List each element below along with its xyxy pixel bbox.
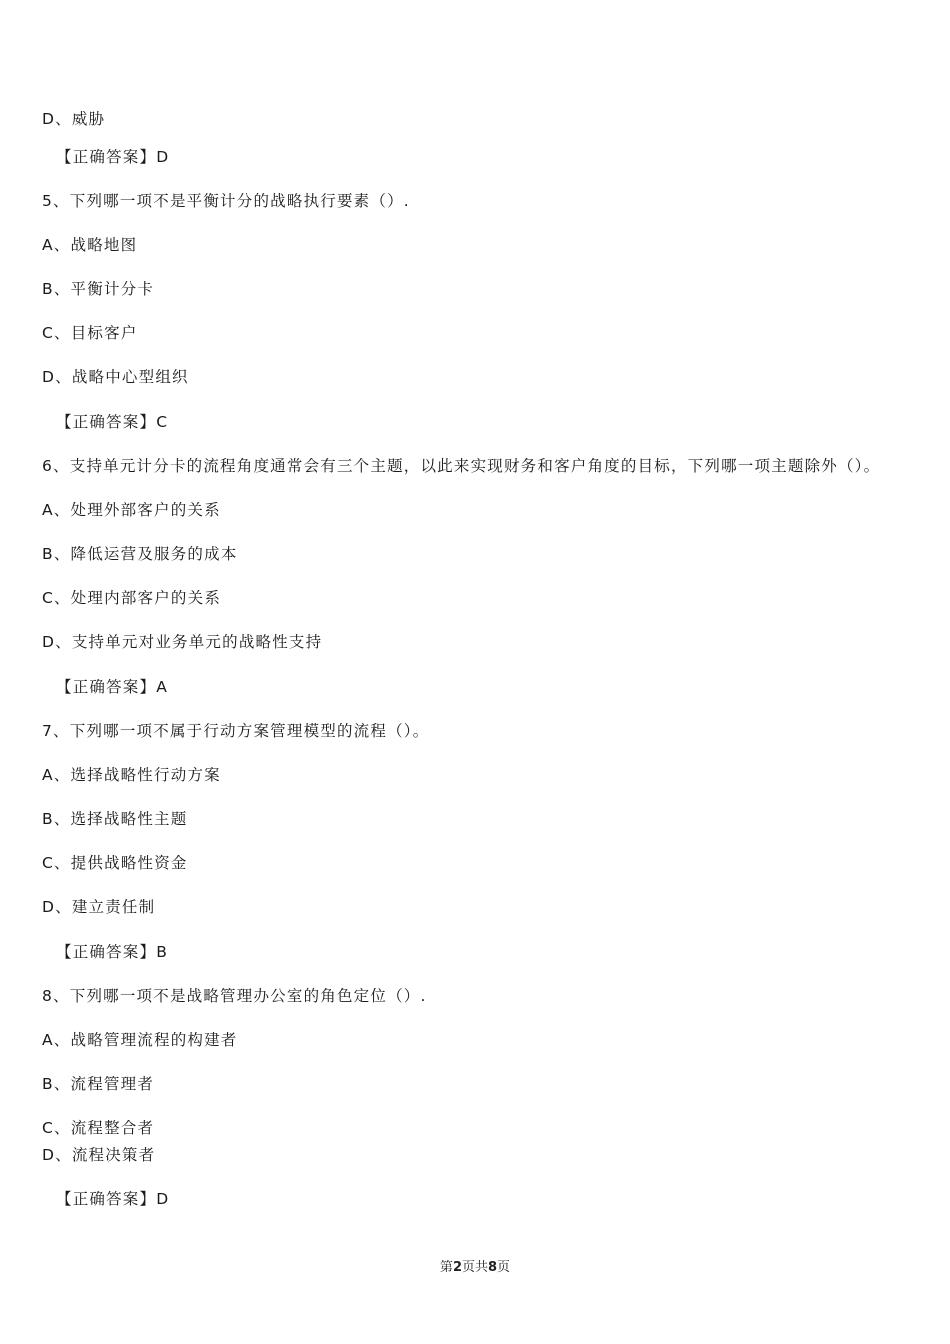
option-a-q5: A、战略地图 [42,236,138,254]
option-a-q6: A、处理外部客户的关系 [42,501,221,519]
footer-suffix: 页 [497,1260,511,1275]
page-number-footer [0,1256,950,1275]
option-b-q8: B、流程管理者 [42,1075,155,1093]
option-d-q8: D、流程决策者 [42,1146,156,1164]
answer-q7: 【正确答案】B [56,943,169,961]
option-d-q6: D、支持单元对业务单元的战略性支持 [42,633,323,651]
footer-prefix: 第 [439,1260,453,1275]
question-7: 7、下列哪一项不属于行动方案管理模型的流程（）。 [42,722,430,740]
option-c-q8: C、流程整合者 [42,1119,155,1137]
option-c-q5: C、目标客户 [42,324,138,342]
option-c-q7: C、提供战略性资金 [42,854,188,872]
option-b-q5: B、平衡计分卡 [42,280,155,298]
answer-q8: 【正确答案】D [56,1190,170,1208]
option-d-q7: D、建立责任制 [42,898,156,916]
question-5: 5、下列哪一项不是平衡计分的战略执行要素（）. [42,192,410,210]
option-d-q4: D、威胁 [42,110,106,128]
option-d-q5: D、战略中心型组织 [42,368,189,386]
footer-middle: 页共 [461,1260,488,1275]
option-b-q7: B、选择战略性主题 [42,810,188,828]
answer-q6: 【正确答案】A [56,678,169,696]
footer-total-pages: 8 [488,1260,498,1275]
question-8: 8、下列哪一项不是战略管理办公室的角色定位（）. [42,987,427,1005]
answer-q5: 【正确答案】C [56,413,169,431]
option-b-q6: B、降低运营及服务的成本 [42,545,238,563]
option-a-q8: A、战略管理流程的构建者 [42,1031,238,1049]
footer-page-number: 2 [452,1260,462,1275]
answer-q4: 【正确答案】D [56,148,170,166]
option-c-q6: C、处理内部客户的关系 [42,589,222,607]
question-6: 6、支持单元计分卡的流程角度通常会有三个主题，以此来实现财务和客户角度的目标，下列哪一项主题除外（）。 [42,457,881,475]
option-a-q7: A、选择战略性行动方案 [42,766,221,784]
